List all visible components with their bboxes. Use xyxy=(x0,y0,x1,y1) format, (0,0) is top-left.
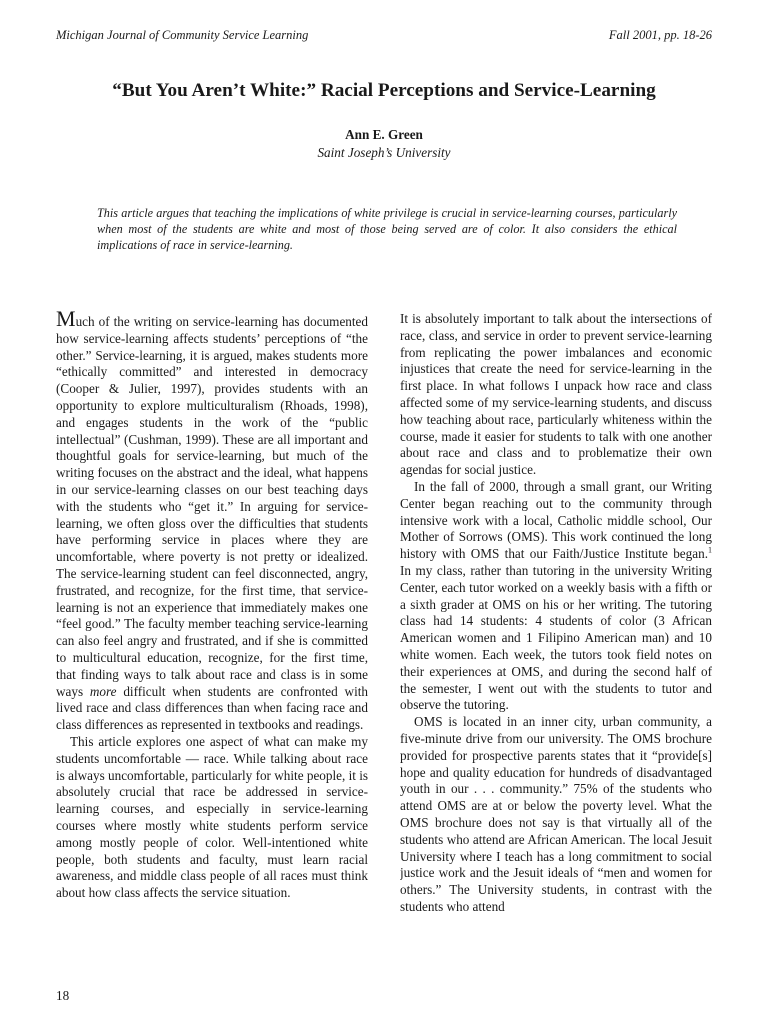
paragraph: It is absolutely important to talk about the intersections of race, class, and service in order to prevent service-learning from replicating the power imbalances and economic injustices that create the need for service-learning in the first place. In what follows I unpack how race and class affected some of my service-learning students, and discuss how teaching about race, particularly whiteness within the course, made it easier for students to talk with one another about race and class and to problematize their own agendas for social justice. xyxy=(400,311,712,478)
right-column xyxy=(400,311,712,976)
author-affiliation: Saint Joseph’s University xyxy=(317,145,451,160)
footnote-marker[interactable]: 1 xyxy=(708,545,712,555)
paragraph-text: In the fall of 2000, through a small grant, our Writing Center began reaching out to the community through intensive work with a local, Catholic middle school, Our Mother of Sorrows (OMS). This work continued the long history with OMS that our Faith/Justice Institute began. xyxy=(400,478,712,562)
emphasis-text: more xyxy=(89,683,117,699)
paragraph-text: In my class, rather than tutoring in the university Writing Center, each tutor worked on a weekly basis with a fifth or a sixth grader at OMS on his or her writing. The tutoring class had 14 students: 4 students of color (3 African American women and 1 Filipino American man) and 10 white women. Each week, the tutors took field notes on their experiences at OMS, and during the second half of the semester, I went out with the students to tutor and observe the tutoring. xyxy=(400,562,712,713)
abstract: This article argues that teaching the implications of white privilege is crucial in service-learning courses, particularly when most of the students are white and most of those being served are of color. It also considers the ethical implications of race in service-learning. xyxy=(97,206,677,252)
issue-info: Fall 2001, pp. 18-26 xyxy=(608,28,712,42)
left-column xyxy=(56,311,368,976)
page-number: 18 xyxy=(56,988,70,1003)
paragraph: OMS is located in an inner city, urban community, a five-minute drive from our university. The OMS brochure provided for prospective parents states that it “provide[s] hope and quality education for hundreds of disadvantaged youth in our . . . community.” 75% of the students who attend OMS are at or below the poverty level. What the OMS brochure does not say is that virtually all of the students who attend are African American. The local Jesuit University where I teach has a long commitment to social justice work and the Jesuit ideals of “men and women for others.” The University students, in contrast with the students who attend xyxy=(400,714,712,914)
paragraph: This article explores one aspect of what can make my students uncomfortable — race. While talking about race is always uncomfortable, particularly for white people, it is absolutely crucial that race be addressed in service-learning courses, and especially in service-learning courses where mostly white students perform service among mostly people of color. Well-intentioned white people, both students and faculty, must learn racial awareness, and middle class people of all races must think about how class affects the service situation. xyxy=(56,733,368,901)
journal-name: Michigan Journal of Community Service Learning xyxy=(56,28,309,42)
article-title: “But You Aren’t White:” Racial Perceptions and Service-Learning xyxy=(112,80,656,101)
drop-cap: M xyxy=(56,311,76,331)
author-name: Ann E. Green xyxy=(345,127,423,142)
paragraph xyxy=(56,311,368,734)
paragraph-text: uch of the writing on service-learning has documented how service-learning affects students’ perceptions of “the other.” Service-learning, it is argued, makes students more “ethically committed” and interested in democracy (Cooper & Julier, 1997), provides students with an opportunity to explore multiculturalism (Rhoads, 1998), and engages students in the work of the “public intellectual” (Cushman, 1999). These are all important and thoughtful goals for service-learning, but much of the writing focuses on the abstract and the ideal, what happens in our service-learning classes on our best teaching days with the students who “get it.” In arguing for service-learning, we often gloss over the difficulties that students have performing service in places where they are uncomfortable, where poverty is not pretty or idealized. The service-learning student can feel disconnected, angry, frustrated, and recognize, for the first time, that service-learning is not an experience that immediately makes one “feel good.” The faculty member teaching service-learning can also feel angry and frustrated, and if she is committed to multicultural education, recognize, for the first time, that finding ways to talk about race and class is in some ways xyxy=(56,314,368,699)
paragraph xyxy=(400,479,712,714)
paragraph-text: difficult when students are confronted with lived race and class differences than when facing race and class differences as represented in textbooks and readings. xyxy=(56,683,368,733)
